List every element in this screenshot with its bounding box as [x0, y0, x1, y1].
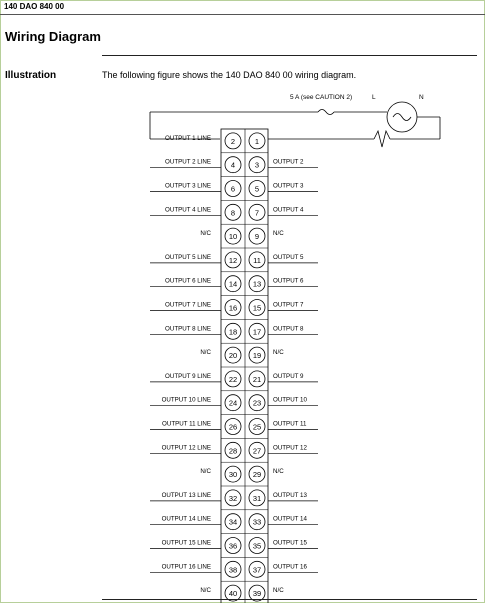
left-output-label: OUTPUT 12 LINE	[161, 444, 211, 452]
left-output-label: OUTPUT 14 LINE	[161, 515, 211, 523]
terminal-number: 22	[228, 374, 238, 384]
right-output-label: OUTPUT 11	[273, 420, 307, 428]
left-output-label: OUTPUT 15 LINE	[161, 539, 211, 547]
terminal-number: 35	[252, 541, 262, 551]
right-output-label: OUTPUT 3	[273, 182, 304, 190]
left-output-label: OUTPUT 1 LINE	[165, 134, 211, 142]
left-output-label: OUTPUT 5 LINE	[165, 253, 211, 261]
terminal-number: 39	[252, 589, 262, 599]
terminal-number: 26	[228, 422, 238, 432]
terminal-number: 29	[252, 470, 262, 480]
illustration-intro: The following figure shows the 140 DAO 840 00 wiring diagram.	[102, 70, 357, 80]
terminal-number: 5	[254, 184, 260, 194]
terminal-number: 10	[228, 232, 238, 242]
terminal-number: 18	[228, 327, 238, 337]
terminal-number: 20	[228, 351, 238, 361]
terminal-number: 12	[228, 255, 238, 265]
terminal-number: 16	[228, 303, 238, 313]
right-output-label: OUTPUT 13	[273, 491, 307, 499]
terminal-number: 17	[252, 327, 262, 337]
terminal-number: 33	[252, 517, 262, 527]
right-output-label: OUTPUT 9	[273, 372, 304, 380]
left-output-label: OUTPUT 8 LINE	[165, 325, 211, 333]
right-output-label: OUTPUT 16	[273, 563, 307, 571]
terminal-number: 13	[252, 279, 262, 289]
nc-label: N/C	[273, 349, 284, 357]
nc-label: N/C	[200, 230, 211, 238]
left-output-label: OUTPUT 7 LINE	[165, 301, 211, 309]
terminal-number: 4	[230, 160, 236, 170]
terminal-number: 14	[228, 279, 238, 289]
right-output-label: OUTPUT 10	[273, 396, 307, 404]
terminal-number: 36	[228, 541, 238, 551]
footer-rule	[102, 599, 477, 600]
terminal-block	[150, 129, 318, 603]
fuse-icon	[318, 110, 334, 115]
left-output-label: OUTPUT 9 LINE	[165, 372, 211, 380]
nc-label: N/C	[200, 468, 211, 476]
terminal-number: 23	[252, 398, 262, 408]
right-output-label: OUTPUT 8	[273, 325, 304, 333]
terminal-number: 19	[252, 351, 262, 361]
terminal-number: 32	[228, 493, 238, 503]
terminal-number: 1	[254, 136, 260, 146]
terminal-number: 9	[254, 232, 260, 242]
terminal-number: 24	[228, 398, 238, 408]
left-output-label: OUTPUT 11 LINE	[162, 420, 211, 428]
right-output-label: OUTPUT 6	[273, 277, 304, 285]
nc-label: N/C	[273, 468, 284, 476]
right-output-label: OUTPUT 12	[273, 444, 307, 452]
left-output-label: OUTPUT 6 LINE	[165, 277, 211, 285]
terminal-number: 3	[254, 160, 260, 170]
terminal-block-outline	[221, 129, 268, 603]
line-label: L	[372, 94, 376, 101]
section-title: Wiring Diagram	[5, 29, 101, 44]
terminal-number: 31	[252, 493, 262, 503]
doc-id: 140 DAO 840 00	[4, 2, 65, 11]
terminal-number: 15	[252, 303, 262, 313]
fuse-label: 5 A (see CAUTION 2)	[290, 94, 353, 101]
left-output-label: OUTPUT 4 LINE	[165, 206, 211, 214]
left-output-label: OUTPUT 13 LINE	[161, 491, 211, 499]
right-output-label: OUTPUT 7	[273, 301, 304, 309]
left-output-label: OUTPUT 10 LINE	[161, 396, 211, 404]
left-output-label: OUTPUT 16 LINE	[161, 563, 211, 571]
terminal-number: 38	[228, 565, 238, 575]
right-output-label: OUTPUT 5	[273, 253, 304, 261]
nc-label: N/C	[273, 587, 284, 595]
terminal-number: 21	[252, 374, 262, 384]
terminal-number: 2	[230, 136, 236, 146]
left-output-label: OUTPUT 2 LINE	[165, 158, 211, 166]
right-output-label: OUTPUT 4	[273, 206, 304, 214]
illustration-label: Illustration	[5, 70, 57, 81]
nc-label: N/C	[200, 349, 211, 357]
nc-label: N/C	[200, 587, 211, 595]
terminal-number: 25	[252, 422, 262, 432]
neutral-label: N	[419, 94, 424, 101]
terminal-number: 27	[252, 446, 262, 456]
terminal-number: 28	[228, 446, 238, 456]
terminal-number: 8	[230, 208, 236, 218]
right-output-label: OUTPUT 2	[273, 158, 304, 166]
load-icon	[374, 131, 390, 147]
nc-label: N/C	[273, 230, 284, 238]
terminal-number: 7	[254, 208, 260, 218]
terminal-number: 37	[252, 565, 262, 575]
terminal-number: 40	[228, 589, 238, 599]
terminal-number: 30	[228, 470, 238, 480]
terminal-number: 34	[228, 517, 238, 527]
terminal-number: 11	[253, 255, 261, 265]
right-output-label: OUTPUT 14	[273, 515, 307, 523]
right-output-label: OUTPUT 15	[273, 539, 307, 547]
left-output-label: OUTPUT 3 LINE	[165, 182, 211, 190]
terminal-number: 6	[230, 184, 236, 194]
